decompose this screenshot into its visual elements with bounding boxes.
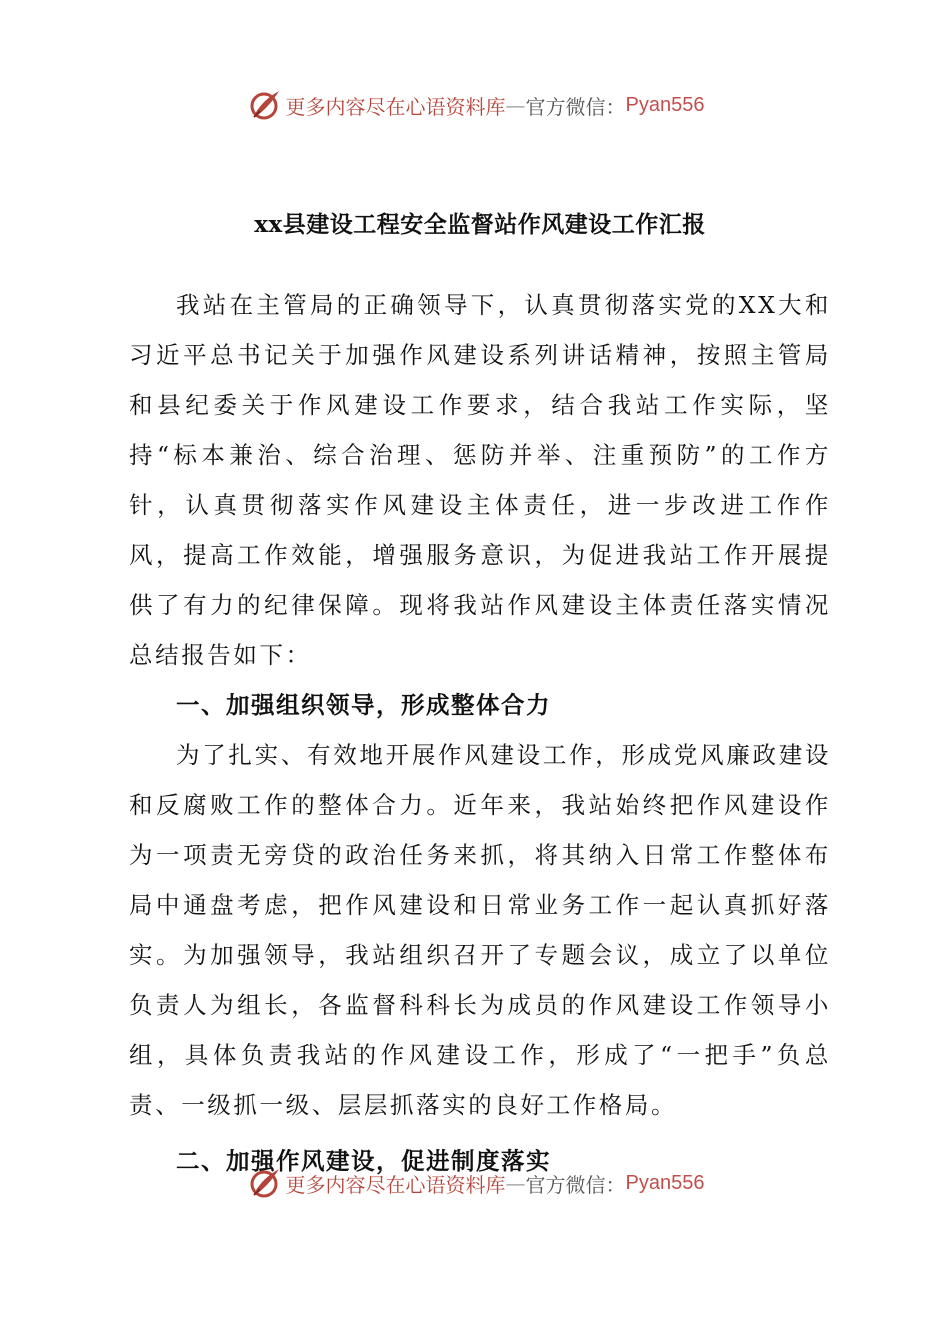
watermark-brand-text: 更多内容尽在心语资料库	[285, 94, 506, 119]
section-2-heading: 二、加强作风建设，促进制度落实	[176, 1147, 551, 1175]
watermark-banner-bottom	[0, 1160, 950, 1206]
watermark-separator: —	[505, 1171, 526, 1195]
watermark-wechat-label: 官方微信：	[525, 1172, 626, 1197]
watermark-wechat-id: Pyan556	[625, 93, 705, 116]
watermark-brand-text: 更多内容尽在心语资料库	[285, 1172, 506, 1197]
section-1-paragraph: 为了扎实、有效地开展作风建设工作，形成党风廉政建设和反腐败工作的整体合力。近年来，我站始终把作风建设作为一项责无旁贷的政治任务来抓，将其纳入日常工作整体布局中通盘考虑，把作风建设和日常业务工作一起认真抓好落实。为加强领导，我站组织召开了专题会议，成立了以单位负责人为组长，各监督科科长为成员的作风建设工作领导小组，具体负责我站的作风建设工作，形成了“一把手”负总责、一级抓一级、层层抓落实的良好工作格局。	[129, 741, 831, 1119]
document-title: xx县建设工程安全监督站作风建设工作汇报	[254, 211, 706, 238]
watermark-wechat-id: Pyan556	[625, 1171, 705, 1194]
watermark-banner-top	[0, 82, 950, 128]
intro-paragraph: 我站在主管局的正确领导下，认真贯彻落实党的XX大和习近平总书记关于加强作风建设系列讲话精神，按照主管局和县纪委关于作风建设工作要求，结合我站工作实际，坚持“标本兼治、综合治理、惩防并举、注重预防”的工作方针，认真贯彻落实作风建设主体责任，进一步改进工作作风，提高工作效能，增强服务意识，为促进我站工作开展提供了有力的纪律保障。现将我站作风建设主体责任落实情况总结报告如下：	[129, 291, 831, 669]
quill-logo-icon	[246, 1165, 282, 1201]
watermark-separator: —	[505, 93, 526, 117]
quill-logo-icon	[246, 87, 282, 123]
document-body	[129, 202, 831, 1186]
watermark-wechat-label: 官方微信：	[525, 94, 626, 119]
section-1-heading: 一、加强组织领导，形成整体合力	[176, 691, 551, 719]
